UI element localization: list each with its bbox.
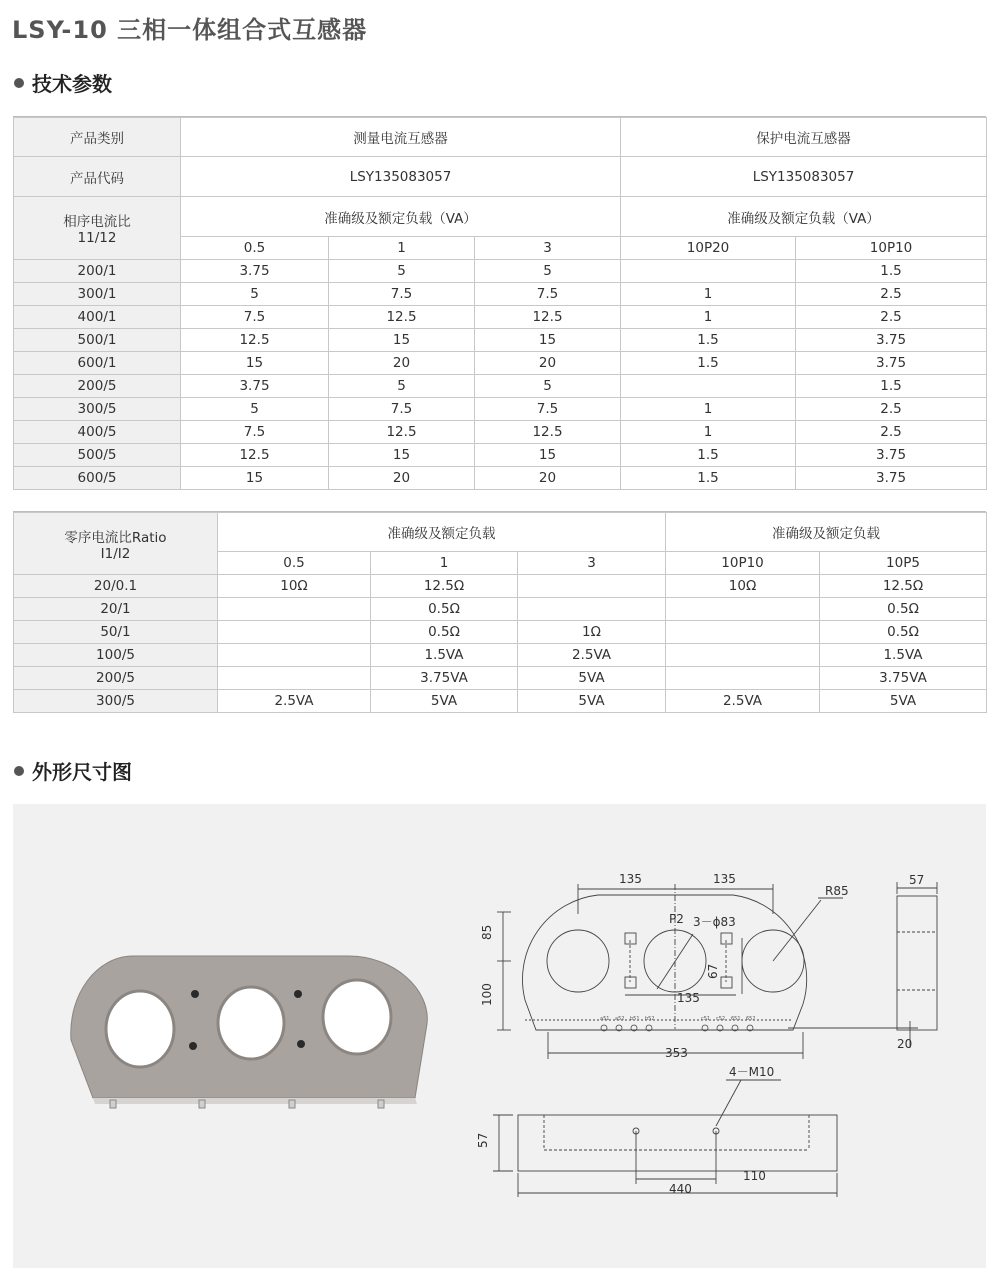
ratio-cell: 600/1 bbox=[14, 352, 181, 375]
dim-57-bottom: 57 bbox=[476, 1132, 490, 1148]
dim-85: 85 bbox=[480, 924, 494, 940]
section-heading-spec-text: 技术参数 bbox=[32, 72, 112, 96]
value-cell: 12.5 bbox=[181, 329, 329, 352]
table-row bbox=[14, 352, 987, 375]
value-cell: 5VA bbox=[371, 690, 518, 713]
terminal-label: a52 bbox=[615, 1016, 625, 1022]
label-category: 产品类别 bbox=[14, 118, 181, 157]
value-cell: 10Ω bbox=[666, 575, 820, 598]
section-heading-drawing bbox=[14, 756, 132, 785]
load-header-protect: 准确级及额定负载（VA） bbox=[621, 197, 987, 237]
value-cell: 3.75 bbox=[796, 329, 987, 352]
value-cell: 12.5 bbox=[181, 444, 329, 467]
dim-57-side: 57 bbox=[909, 873, 925, 887]
value-cell: 7.5 bbox=[475, 283, 621, 306]
dim-353: 353 bbox=[665, 1046, 688, 1060]
dim-110: 110 bbox=[743, 1169, 766, 1183]
bottom-view-drawing bbox=[493, 1080, 837, 1197]
ratio-cell: 100/5 bbox=[14, 644, 218, 667]
product-photo bbox=[71, 956, 428, 1108]
class-header: 3 bbox=[475, 237, 621, 260]
ratio-cell: 300/5 bbox=[14, 690, 218, 713]
value-cell: 1.5 bbox=[621, 444, 796, 467]
value-cell: 3.75VA bbox=[820, 667, 987, 690]
class-header: 10P10 bbox=[666, 552, 820, 575]
value-cell: 0.5Ω bbox=[371, 598, 518, 621]
value-cell: 12.5 bbox=[475, 306, 621, 329]
value-cell: 20 bbox=[329, 352, 475, 375]
value-cell: 20 bbox=[475, 467, 621, 490]
value-cell: 5VA bbox=[518, 690, 666, 713]
value-cell: 5 bbox=[181, 283, 329, 306]
value-cell: 1 bbox=[621, 398, 796, 421]
dim-135-left: 135 bbox=[619, 872, 642, 886]
table-row bbox=[14, 283, 987, 306]
ratio-cell: 200/5 bbox=[14, 375, 181, 398]
value-cell: 2.5VA bbox=[666, 690, 820, 713]
class-header: 0.5 bbox=[181, 237, 329, 260]
value-cell bbox=[621, 260, 796, 283]
category-protect: 保护电流互感器 bbox=[621, 118, 987, 157]
ratio-cell: 500/5 bbox=[14, 444, 181, 467]
value-cell: 5VA bbox=[820, 690, 987, 713]
value-cell: 1.5 bbox=[796, 260, 987, 283]
value-cell: 1 bbox=[621, 283, 796, 306]
value-cell bbox=[666, 644, 820, 667]
value-cell: 1Ω bbox=[518, 621, 666, 644]
value-cell: 2.5VA bbox=[518, 644, 666, 667]
value-cell bbox=[218, 598, 371, 621]
value-cell: 15 bbox=[181, 352, 329, 375]
dim-p2: P2 bbox=[669, 912, 684, 926]
value-cell: 1 bbox=[621, 306, 796, 329]
bullet-icon bbox=[14, 78, 24, 88]
table-row bbox=[14, 444, 987, 467]
dim-100: 100 bbox=[480, 983, 494, 1006]
value-cell: 15 bbox=[329, 444, 475, 467]
code-measure: LSY135083057 bbox=[181, 157, 621, 197]
section-heading-spec bbox=[14, 68, 112, 97]
table-row bbox=[14, 621, 987, 644]
dimension-drawing bbox=[13, 804, 986, 1268]
value-cell: 1.5 bbox=[621, 329, 796, 352]
value-cell: 5 bbox=[475, 260, 621, 283]
value-cell bbox=[218, 644, 371, 667]
value-cell: 3.75 bbox=[796, 467, 987, 490]
value-cell: 12.5 bbox=[329, 421, 475, 444]
value-cell: 2.5 bbox=[796, 421, 987, 444]
dim-135-center: 135 bbox=[677, 991, 700, 1005]
value-cell: 2.5 bbox=[796, 398, 987, 421]
value-cell bbox=[218, 667, 371, 690]
value-cell: 10Ω bbox=[218, 575, 371, 598]
page-title: LSY-10 三相一体组合式互感器 bbox=[12, 16, 368, 44]
value-cell: 15 bbox=[475, 444, 621, 467]
ratio-cell: 600/5 bbox=[14, 467, 181, 490]
value-cell: 7.5 bbox=[181, 421, 329, 444]
value-cell bbox=[518, 598, 666, 621]
ratio-cell: 400/5 bbox=[14, 421, 181, 444]
ratio-cell: 200/1 bbox=[14, 260, 181, 283]
load-header-measure: 准确级及额定负载（VA） bbox=[181, 197, 621, 237]
value-cell: 5 bbox=[329, 260, 475, 283]
class-header: 10P20 bbox=[621, 237, 796, 260]
class-header: 10P5 bbox=[820, 552, 987, 575]
dim-20: 20 bbox=[897, 1037, 913, 1051]
value-cell: 3.75 bbox=[796, 444, 987, 467]
table-row bbox=[14, 260, 987, 283]
dim-440: 440 bbox=[669, 1182, 692, 1196]
table-row bbox=[14, 375, 987, 398]
dim-4m10: 4－M10 bbox=[729, 1065, 775, 1079]
value-cell bbox=[666, 667, 820, 690]
ratio-cell: 50/1 bbox=[14, 621, 218, 644]
value-cell bbox=[218, 621, 371, 644]
side-view-drawing bbox=[897, 882, 937, 1030]
value-cell: 2.5 bbox=[796, 283, 987, 306]
value-cell bbox=[666, 598, 820, 621]
value-cell: 7.5 bbox=[181, 306, 329, 329]
dim-3phi83: 3－ϕ83 bbox=[693, 915, 736, 929]
class-header: 1 bbox=[371, 552, 518, 575]
value-cell: 1 bbox=[621, 421, 796, 444]
label-zero-ratio-line2: I1/I2 bbox=[100, 545, 131, 562]
value-cell: 3.75 bbox=[796, 352, 987, 375]
load-header-right: 准确级及额定负载 bbox=[666, 513, 987, 552]
value-cell: 12.5Ω bbox=[371, 575, 518, 598]
dim-67: 67 bbox=[706, 963, 720, 979]
table-row bbox=[14, 598, 987, 621]
table-row bbox=[14, 690, 987, 713]
label-zero-ratio bbox=[14, 513, 218, 575]
value-cell: 0.5Ω bbox=[371, 621, 518, 644]
class-header: 1 bbox=[329, 237, 475, 260]
value-cell: 20 bbox=[475, 352, 621, 375]
terminal-label: 651 bbox=[731, 1016, 741, 1022]
table-row bbox=[14, 467, 987, 490]
section-heading-drawing-text: 外形尺寸图 bbox=[32, 760, 132, 784]
value-cell: 12.5Ω bbox=[820, 575, 987, 598]
value-cell: 1.5VA bbox=[820, 644, 987, 667]
ratio-cell: 20/0.1 bbox=[14, 575, 218, 598]
terminal-row bbox=[600, 1016, 756, 1031]
ratio-cell: 500/1 bbox=[14, 329, 181, 352]
value-cell: 5VA bbox=[518, 667, 666, 690]
value-cell: 2.5VA bbox=[218, 690, 371, 713]
label-ratio-line1: 相序电流比 bbox=[63, 214, 131, 230]
ratio-cell: 20/1 bbox=[14, 598, 218, 621]
value-cell bbox=[518, 575, 666, 598]
value-cell: 2.5 bbox=[796, 306, 987, 329]
value-cell bbox=[621, 375, 796, 398]
category-measure: 测量电流互感器 bbox=[181, 118, 621, 157]
table-row bbox=[14, 398, 987, 421]
value-cell: 5 bbox=[329, 375, 475, 398]
ratio-cell: 300/1 bbox=[14, 283, 181, 306]
value-cell: 0.5Ω bbox=[820, 598, 987, 621]
table-row bbox=[14, 575, 987, 598]
label-ratio bbox=[14, 197, 181, 260]
label-zero-ratio-line1: 零序电流比Ratio bbox=[64, 529, 167, 546]
value-cell: 15 bbox=[181, 467, 329, 490]
table-row bbox=[14, 329, 987, 352]
ratio-cell: 400/1 bbox=[14, 306, 181, 329]
value-cell: 1.5 bbox=[621, 352, 796, 375]
value-cell bbox=[666, 621, 820, 644]
dimension-figure-panel bbox=[13, 804, 986, 1268]
terminal-label: b52 bbox=[645, 1016, 655, 1022]
class-header: 0.5 bbox=[218, 552, 371, 575]
value-cell: 15 bbox=[475, 329, 621, 352]
value-cell: 7.5 bbox=[329, 283, 475, 306]
value-cell: 12.5 bbox=[329, 306, 475, 329]
value-cell: 5 bbox=[181, 398, 329, 421]
terminal-label: b51 bbox=[630, 1016, 640, 1022]
dim-r85: R85 bbox=[825, 884, 849, 898]
code-protect: LSY135083057 bbox=[621, 157, 987, 197]
class-header: 3 bbox=[518, 552, 666, 575]
label-ratio-line2: 11/12 bbox=[77, 230, 117, 246]
value-cell: 3.75 bbox=[181, 375, 329, 398]
value-cell: 0.5Ω bbox=[820, 621, 987, 644]
ratio-cell: 300/5 bbox=[14, 398, 181, 421]
spec-table-phase bbox=[13, 117, 987, 490]
terminal-label: a51 bbox=[600, 1016, 610, 1022]
load-header-left: 准确级及额定负载 bbox=[218, 513, 666, 552]
table-row bbox=[14, 421, 987, 444]
table-row bbox=[14, 644, 987, 667]
value-cell: 1.5 bbox=[796, 375, 987, 398]
ratio-cell: 200/5 bbox=[14, 667, 218, 690]
value-cell: 5 bbox=[475, 375, 621, 398]
dim-135-right: 135 bbox=[713, 872, 736, 886]
value-cell: 7.5 bbox=[475, 398, 621, 421]
value-cell: 3.75 bbox=[181, 260, 329, 283]
bullet-icon bbox=[14, 766, 24, 776]
table-row bbox=[14, 667, 987, 690]
value-cell: 1.5VA bbox=[371, 644, 518, 667]
table-row bbox=[14, 306, 987, 329]
value-cell: 1.5 bbox=[621, 467, 796, 490]
value-cell: 3.75VA bbox=[371, 667, 518, 690]
value-cell: 12.5 bbox=[475, 421, 621, 444]
value-cell: 20 bbox=[329, 467, 475, 490]
class-header: 10P10 bbox=[796, 237, 987, 260]
spec-table-zero-sequence bbox=[13, 512, 987, 713]
value-cell: 15 bbox=[329, 329, 475, 352]
terminal-label: 652 bbox=[746, 1016, 756, 1022]
label-code: 产品代码 bbox=[14, 157, 181, 197]
value-cell: 7.5 bbox=[329, 398, 475, 421]
terminal-label: c52 bbox=[716, 1016, 726, 1022]
terminal-label: c51 bbox=[701, 1016, 711, 1022]
